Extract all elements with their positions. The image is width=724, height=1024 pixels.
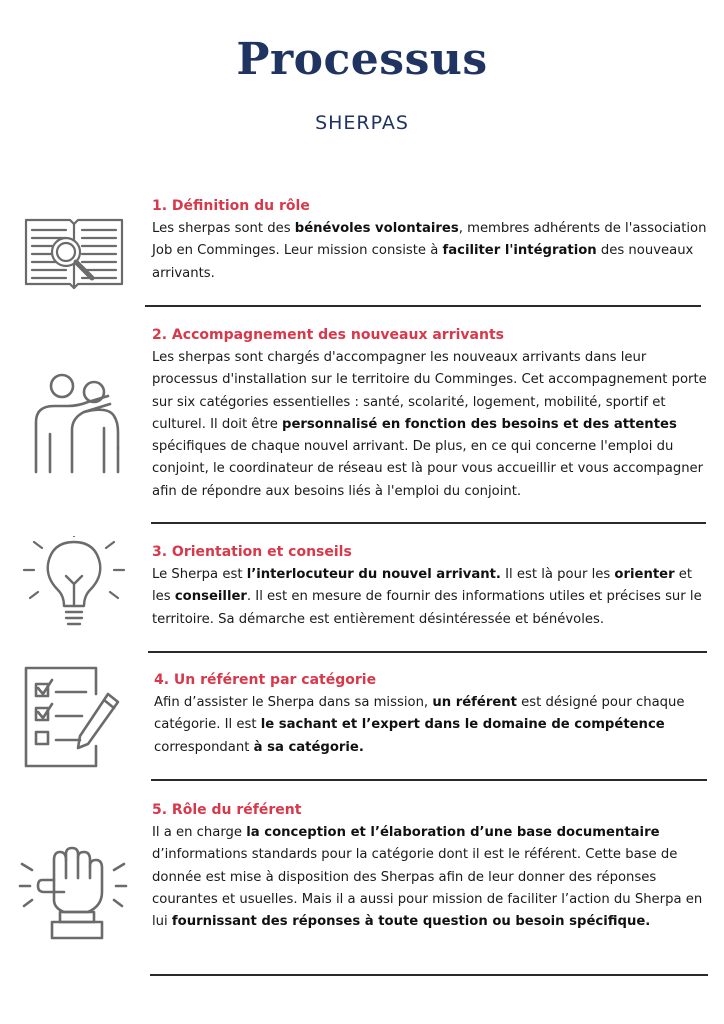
emphasis-text: un référent — [432, 695, 517, 710]
body-text-segment: Le Sherpa est — [152, 567, 247, 582]
emphasis-text: fournissant des réponses à toute question ou besoin spécifique. — [171, 914, 651, 930]
divider — [150, 974, 708, 976]
emphasis-text: le sachant et l’expert dans le domaine de compétence — [260, 717, 665, 733]
body-text-segment: Les sherpas sont chargés d'accompagner les nouveaux arrivants dans leur processus d'installation sur le territoire du Comminges. Cet accompagnement porte sur six catégories essentielles : santé, scolarité, logement, mobilité, sportif et culturel. Il doit être — [152, 350, 707, 432]
divider — [151, 522, 706, 524]
emphasis-text: faciliter l'intégration — [442, 243, 597, 259]
emphasis-text: à sa catégorie. — [253, 739, 364, 755]
body-text-segment: . Il est en mesure de fournir des informations utiles et précises sur le territoire. Sa démarche est entièrement désintéressée et bénévoles. — [152, 589, 702, 627]
emphasis-text: bénévoles volontaires — [294, 221, 459, 236]
lightbulb-icon — [20, 536, 128, 636]
divider — [145, 305, 701, 307]
section-body — [154, 692, 710, 759]
body-text-segment: et les — [152, 567, 693, 605]
divider — [148, 651, 707, 653]
section-heading: 4. Un référent par catégorie — [154, 672, 377, 688]
body-text-segment: des nouveaux arrivants. — [152, 243, 694, 281]
emphasis-text: personnalisé en fonction des besoins et des attentes — [282, 416, 677, 432]
page-subtitle: SHERPAS — [315, 112, 409, 134]
section-heading: 3. Orientation et conseils — [152, 544, 352, 560]
section-body — [152, 347, 708, 503]
section-body — [152, 564, 708, 631]
section-body — [152, 218, 722, 285]
body-text-segment: Il est là pour les — [500, 567, 615, 582]
divider — [151, 779, 707, 781]
emphasis-text: conseiller — [174, 589, 247, 605]
section-heading: 1. Définition du rôle — [152, 198, 310, 214]
book-magnifier-icon — [22, 214, 126, 296]
people-support-icon — [22, 372, 132, 480]
section-heading: 5. Rôle du référent — [152, 802, 302, 818]
emphasis-text: la conception et l’élaboration d’une base documentaire — [246, 825, 660, 840]
emphasis-text: orienter — [614, 567, 675, 582]
body-text-segment: spécifiques de chaque nouvel arrivant. De plus, en ce qui concerne l'emploi du conjoint, le coordinateur de réseau est là pour vous accueillir et vous accompagner afin de répondre aux besoins liés à l'emploi du conjoint. — [152, 439, 704, 499]
body-text-segment: est désigné pour chaque catégorie. Il est — [154, 695, 685, 733]
checklist-pencil-icon — [22, 664, 126, 770]
body-text-segment: Les sherpas sont des — [152, 221, 295, 236]
body-text-segment: , membres adhérents de l'association Job en Comminges. Leur mission consiste à — [152, 221, 707, 259]
raised-fist-icon — [18, 842, 128, 942]
page-title: Processus — [236, 34, 488, 85]
body-text-segment: correspondant — [154, 739, 254, 755]
body-text-segment: Il a en charge — [152, 825, 247, 840]
section-heading: 2. Accompagnement des nouveaux arrivants — [152, 327, 504, 343]
emphasis-text: l’interlocuteur du nouvel arrivant. — [246, 567, 501, 582]
section-body — [152, 822, 712, 933]
body-text-segment: d’informations standards pour la catégorie dont il est le référent. Cette base de donnée est mise à disposition des Sherpas afin de leur donner des réponses courantes et usuelles. Mais il a aussi pour mission de faciliter l’action du Sherpa en lui — [152, 847, 703, 930]
body-text-segment: Afin d’assister le Sherpa dans sa mission, — [154, 695, 433, 710]
